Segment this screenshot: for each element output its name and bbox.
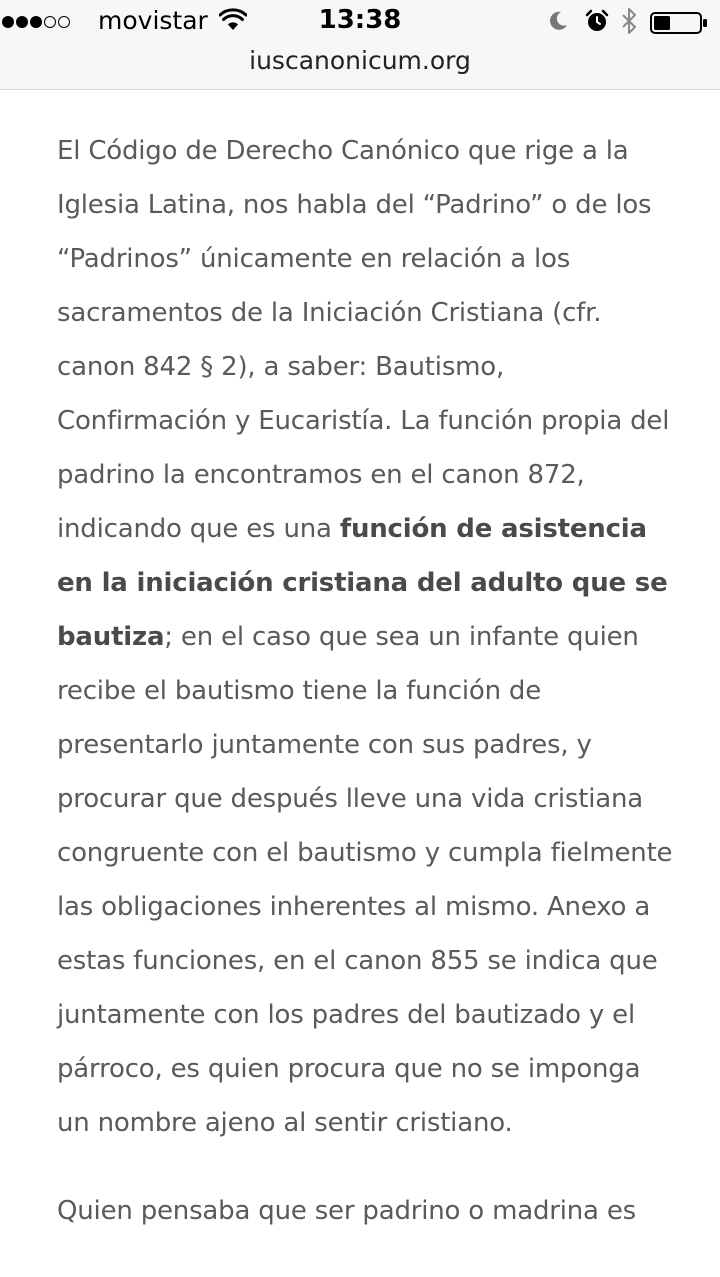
status-bar [0, 0, 720, 90]
article-paragraph: Quien pensaba que ser padrino o madrina es [57, 1196, 636, 1226]
clock: 13:38 [318, 5, 402, 35]
alarm-clock-icon [585, 9, 609, 33]
paragraph-text: El Código de Derecho Canónico que rige a la Iglesia Latina, nos habla del “Padrino” o de los “Padrinos” únicamente en relación a los sacramentos de la Iniciación Cristiana (cfr. canon 842 § 2), a saber: Bautismo, Confirmación y Eucaristía. La función propia del padrino la encontramos en el canon 872, indicando que es una [57, 136, 670, 544]
carrier-name: movistar [98, 6, 208, 35]
bold-text: función de asistencia en la iniciación cristiana del adulto que se bautiza [57, 514, 668, 652]
battery-icon [650, 12, 708, 34]
do-not-disturb-moon-icon [547, 10, 569, 32]
article-paragraph [57, 124, 677, 1150]
article-body [57, 124, 677, 1272]
paragraph-text: ; en el caso que sea un infante quien recibe el bautismo tiene la función de presentarlo juntamente con sus padres, y procurar que después lleve una vida cristiana congruente con el bautismo y cumpla fielmente las obligaciones inherentes al mismo. Anexo a estas funciones, en el canon 855 se indica que juntamente con los padres del bautizado y el párroco, es quien procura que no se imponga un nombre ajeno al sentir cristiano. [57, 622, 673, 1138]
status-row [0, 0, 720, 46]
url-bar[interactable]: iuscanonicum.org [249, 46, 471, 75]
bluetooth-icon [620, 6, 638, 36]
